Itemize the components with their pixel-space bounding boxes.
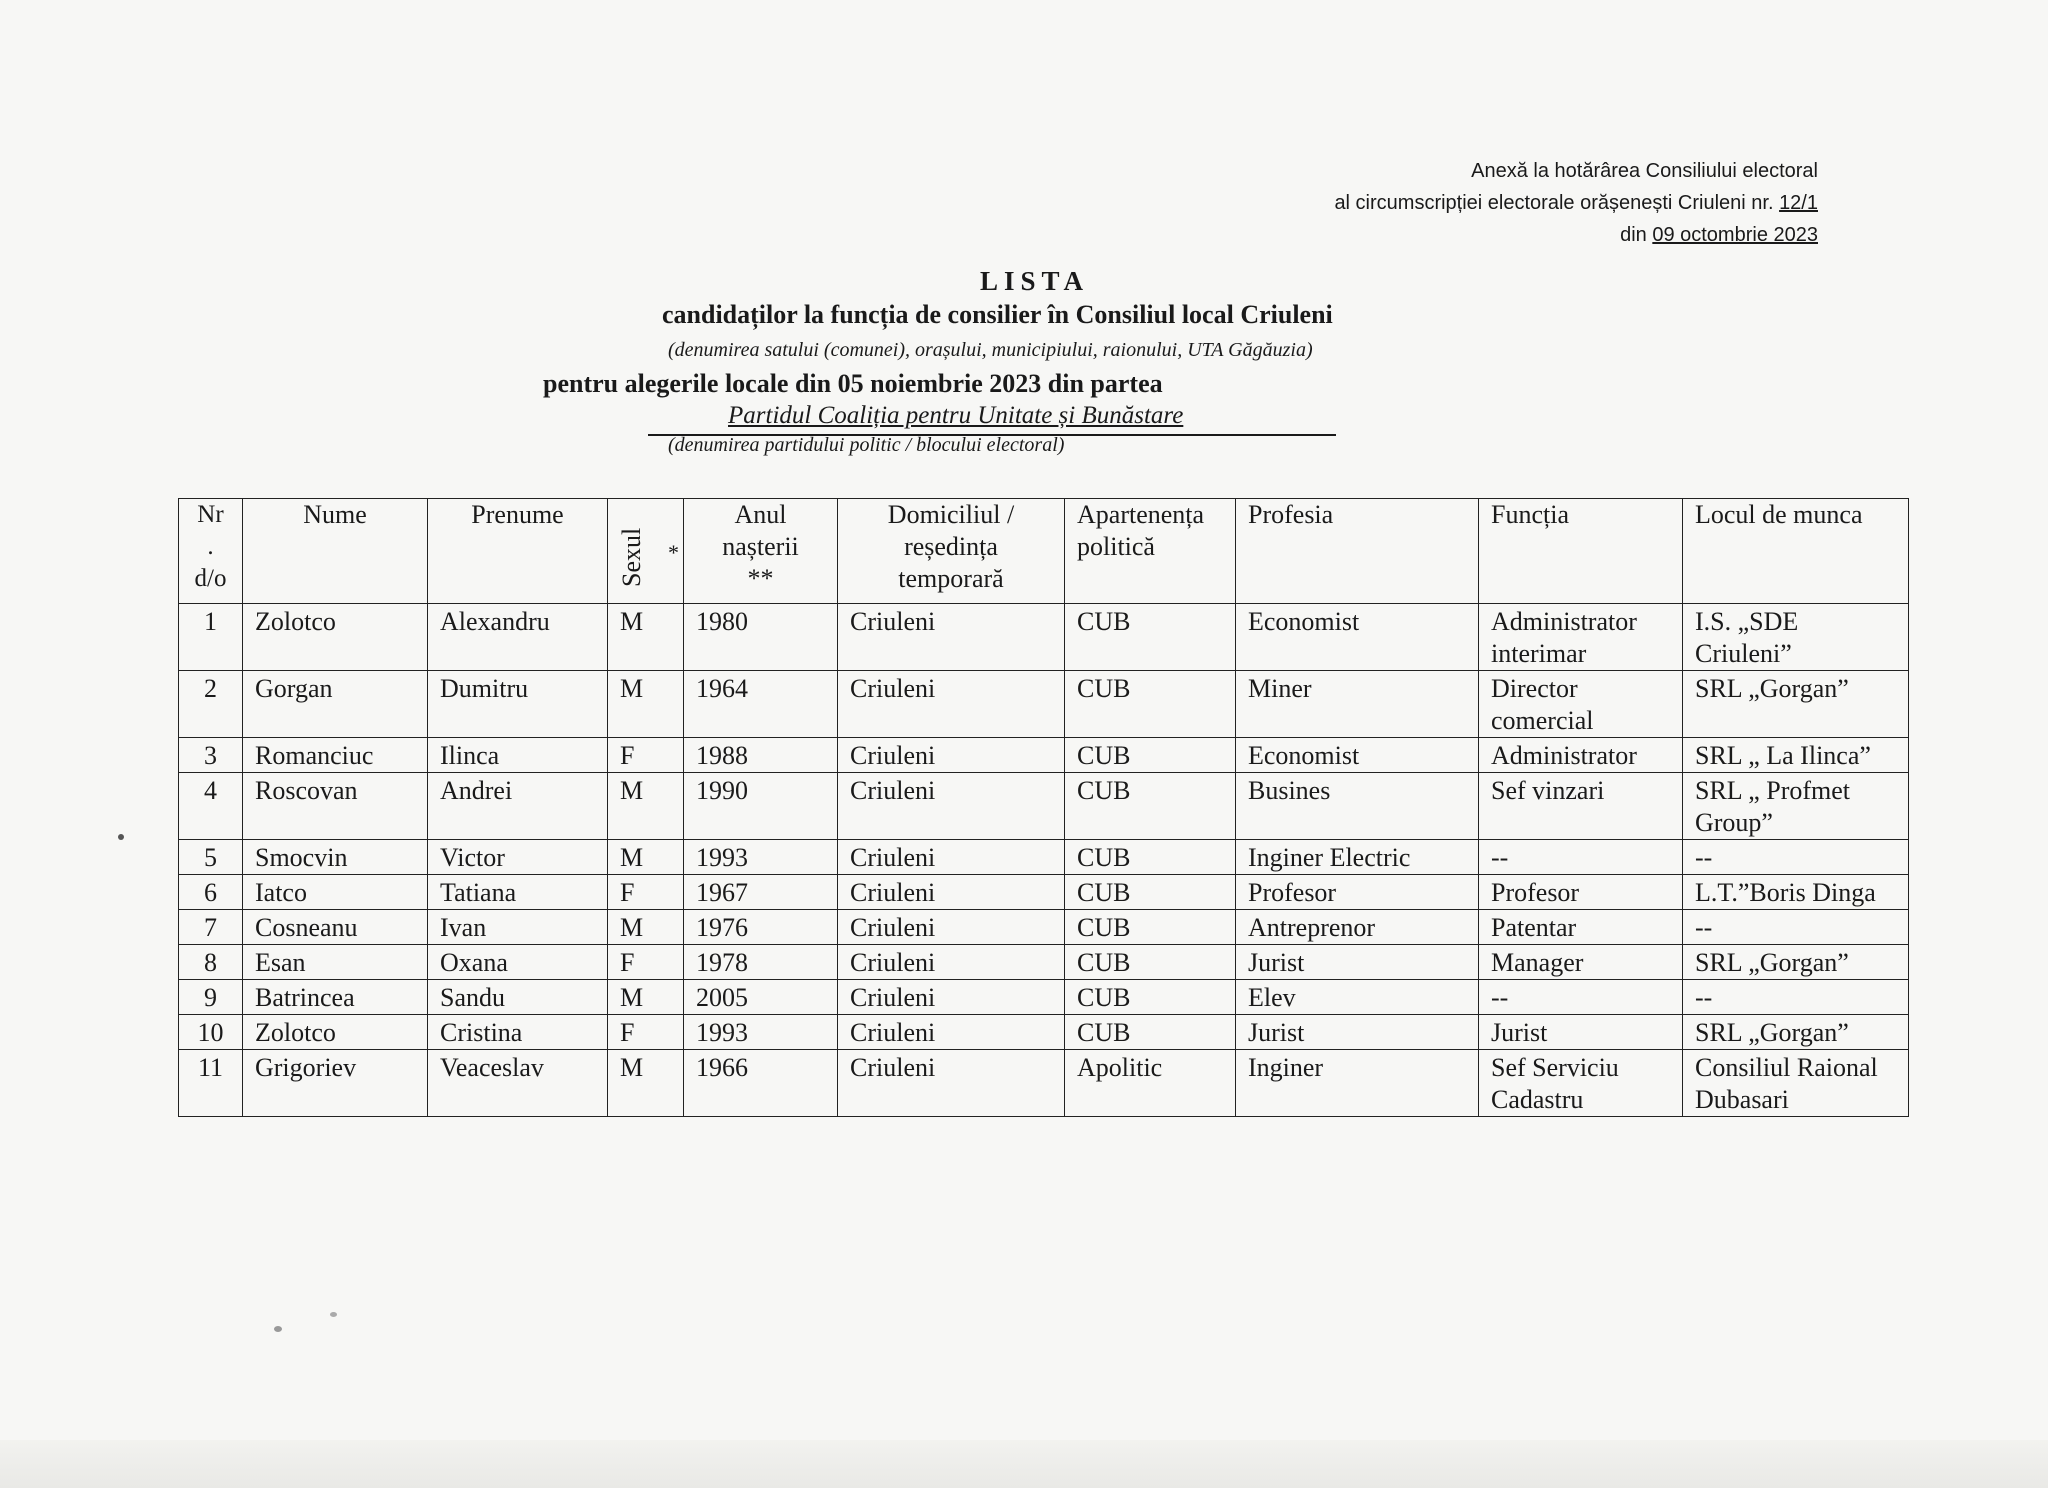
cell-nr: 3 xyxy=(179,738,243,773)
cell-an: 1964 xyxy=(684,671,838,738)
cell-nume: Gorgan xyxy=(243,671,428,738)
header-apartenenta-line-1: Apartenența xyxy=(1077,500,1205,529)
cell-prenume: Dumitru xyxy=(428,671,608,738)
cell-prenume: Andrei xyxy=(428,773,608,840)
cell-nume: Batrincea xyxy=(243,980,428,1015)
cell-profesia: Miner xyxy=(1236,671,1479,738)
cell-prenume: Veaceslav xyxy=(428,1050,608,1117)
table-header-row xyxy=(179,499,1909,604)
candidates-table xyxy=(178,498,1909,1117)
cell-apartenenta: Apolitic xyxy=(1065,1050,1236,1117)
table-row xyxy=(179,738,1909,773)
cell-domiciliu: Criuleni xyxy=(838,738,1065,773)
cell-prenume: Cristina xyxy=(428,1015,608,1050)
header-profesia: Profesia xyxy=(1236,499,1479,604)
cell-nume: Zolotco xyxy=(243,1015,428,1050)
cell-apartenenta: CUB xyxy=(1065,604,1236,671)
cell-functia: Administrator xyxy=(1479,738,1683,773)
cell-nr: 5 xyxy=(179,840,243,875)
cell-sex: M xyxy=(608,910,684,945)
cell-an: 1993 xyxy=(684,1015,838,1050)
cell-domiciliu: Criuleni xyxy=(838,980,1065,1015)
cell-locul: -- xyxy=(1683,840,1909,875)
cell-prenume: Tatiana xyxy=(428,875,608,910)
cell-locul: -- xyxy=(1683,980,1909,1015)
table-row xyxy=(179,875,1909,910)
cell-an: 1993 xyxy=(684,840,838,875)
header-functia: Funcția xyxy=(1479,499,1683,604)
scan-speck xyxy=(330,1312,337,1317)
header-domiciliu-line-3: temporară xyxy=(898,564,1004,593)
cell-apartenenta: CUB xyxy=(1065,671,1236,738)
cell-functia: Manager xyxy=(1479,945,1683,980)
cell-nr: 9 xyxy=(179,980,243,1015)
cell-sex: M xyxy=(608,671,684,738)
cell-an: 1967 xyxy=(684,875,838,910)
cell-apartenenta: CUB xyxy=(1065,738,1236,773)
header-sexul xyxy=(608,499,684,604)
cell-nume: Smocvin xyxy=(243,840,428,875)
header-anul-line-1: Anul xyxy=(734,500,787,529)
header-nr xyxy=(179,499,243,604)
cell-nume: Iatco xyxy=(243,875,428,910)
cell-sex: M xyxy=(608,1050,684,1117)
header-domiciliu xyxy=(838,499,1065,604)
cell-locul: SRL „ La Ilinca” xyxy=(1683,738,1909,773)
cell-prenume: Sandu xyxy=(428,980,608,1015)
cell-locul: SRL „Gorgan” xyxy=(1683,1015,1909,1050)
header-sexul-mark: * xyxy=(668,540,679,565)
header-anul xyxy=(684,499,838,604)
header-prenume: Prenume xyxy=(428,499,608,604)
decision-number: 12/1 xyxy=(1779,192,1818,214)
annex-line-1: Anexă la hotărârea Consiliului electoral xyxy=(1471,160,1818,182)
cell-nr: 6 xyxy=(179,875,243,910)
cell-nume: Grigoriev xyxy=(243,1050,428,1117)
cell-apartenenta: CUB xyxy=(1065,773,1236,840)
cell-profesia: Busines xyxy=(1236,773,1479,840)
table-row xyxy=(179,910,1909,945)
cell-apartenenta: CUB xyxy=(1065,875,1236,910)
elections-line: pentru alegerile locale din 05 noiembrie 2023 din partea xyxy=(543,369,1163,398)
cell-sex: M xyxy=(608,840,684,875)
cell-functia: -- xyxy=(1479,980,1683,1015)
cell-profesia: Jurist xyxy=(1236,945,1479,980)
header-nr-line-2: . xyxy=(207,533,214,560)
header-domiciliu-line-1: Domiciliul / xyxy=(887,500,1015,529)
header-anul-line-3: ** xyxy=(747,564,774,593)
header-anul-line-2: nașterii xyxy=(722,532,799,561)
cell-sex: F xyxy=(608,1015,684,1050)
header-apartenenta xyxy=(1065,499,1236,604)
cell-functia: Profesor xyxy=(1479,875,1683,910)
cell-an: 1966 xyxy=(684,1050,838,1117)
party-name: Partidul Coaliția pentru Unitate și Bunăstare xyxy=(728,402,1184,429)
cell-functia: -- xyxy=(1479,840,1683,875)
cell-domiciliu: Criuleni xyxy=(838,875,1065,910)
cell-locul: SRL „Gorgan” xyxy=(1683,671,1909,738)
cell-domiciliu: Criuleni xyxy=(838,1015,1065,1050)
annex-line-2 xyxy=(1334,187,1818,219)
cell-domiciliu: Criuleni xyxy=(838,840,1065,875)
document-subtitle: candidaților la funcția de consilier în Consiliul local Criuleni xyxy=(662,300,1333,329)
header-nr-line-1: Nr xyxy=(197,501,224,528)
header-nume: Nume xyxy=(243,499,428,604)
cell-profesia: Jurist xyxy=(1236,1015,1479,1050)
cell-locul: L.T.”Boris Dinga xyxy=(1683,875,1909,910)
cell-functia: Sef vinzari xyxy=(1479,773,1683,840)
page-edge xyxy=(0,1440,2048,1488)
cell-apartenenta: CUB xyxy=(1065,980,1236,1015)
table-row xyxy=(179,773,1909,840)
cell-an: 2005 xyxy=(684,980,838,1015)
cell-functia: Sef Serviciu Cadastru xyxy=(1479,1050,1683,1117)
cell-functia: Jurist xyxy=(1479,1015,1683,1050)
annex-line-3-prefix: din xyxy=(1620,224,1653,246)
cell-prenume: Victor xyxy=(428,840,608,875)
header-sexul-label: Sexul xyxy=(617,527,646,587)
cell-functia: Patentar xyxy=(1479,910,1683,945)
cell-an: 1978 xyxy=(684,945,838,980)
annex-line-2-prefix: al circumscripției electorale orășenești Criuleni nr. xyxy=(1334,192,1780,214)
cell-functia: Administrator interimar xyxy=(1479,604,1683,671)
cell-an: 1988 xyxy=(684,738,838,773)
cell-an: 1976 xyxy=(684,910,838,945)
table-row xyxy=(179,840,1909,875)
table-row xyxy=(179,980,1909,1015)
cell-nume: Esan xyxy=(243,945,428,980)
cell-sex: M xyxy=(608,980,684,1015)
cell-an: 1990 xyxy=(684,773,838,840)
scan-speck xyxy=(274,1326,282,1332)
cell-profesia: Antreprenor xyxy=(1236,910,1479,945)
cell-profesia: Economist xyxy=(1236,604,1479,671)
decision-date: 09 octombrie 2023 xyxy=(1652,224,1818,246)
cell-nume: Zolotco xyxy=(243,604,428,671)
header-apartenenta-line-2: politică xyxy=(1077,532,1155,561)
cell-nr: 2 xyxy=(179,671,243,738)
cell-domiciliu: Criuleni xyxy=(838,671,1065,738)
cell-functia: Director comercial xyxy=(1479,671,1683,738)
table-row xyxy=(179,945,1909,980)
cell-nr: 1 xyxy=(179,604,243,671)
party-hint: (denumirea partidului politic / blocului electoral) xyxy=(668,434,1065,456)
cell-sex: F xyxy=(608,945,684,980)
header-nr-line-3: d/o xyxy=(194,565,227,592)
table-row xyxy=(179,1015,1909,1050)
table-row xyxy=(179,604,1909,671)
cell-nume: Cosneanu xyxy=(243,910,428,945)
cell-domiciliu: Criuleni xyxy=(838,910,1065,945)
cell-sex: F xyxy=(608,738,684,773)
cell-prenume: Ilinca xyxy=(428,738,608,773)
cell-locul: SRL „ Profmet Group” xyxy=(1683,773,1909,840)
cell-nr: 11 xyxy=(179,1050,243,1117)
header-locul: Locul de munca xyxy=(1683,499,1909,604)
cell-locul: SRL „Gorgan” xyxy=(1683,945,1909,980)
cell-domiciliu: Criuleni xyxy=(838,604,1065,671)
cell-profesia: Economist xyxy=(1236,738,1479,773)
cell-nr: 7 xyxy=(179,910,243,945)
cell-profesia: Elev xyxy=(1236,980,1479,1015)
cell-nume: Roscovan xyxy=(243,773,428,840)
cell-locul: -- xyxy=(1683,910,1909,945)
cell-locul: Consiliul Raional Dubasari xyxy=(1683,1050,1909,1117)
cell-prenume: Alexandru xyxy=(428,604,608,671)
table-row xyxy=(179,671,1909,738)
cell-domiciliu: Criuleni xyxy=(838,1050,1065,1117)
annex-header xyxy=(1334,155,1818,251)
locality-hint: (denumirea satului (comunei), orașului, municipiului, raionului, UTA Găgăuzia) xyxy=(668,339,1313,361)
cell-locul: I.S. „SDE Criuleni” xyxy=(1683,604,1909,671)
cell-apartenenta: CUB xyxy=(1065,945,1236,980)
cell-nr: 10 xyxy=(179,1015,243,1050)
cell-sex: M xyxy=(608,604,684,671)
cell-profesia: Profesor xyxy=(1236,875,1479,910)
table-row xyxy=(179,1050,1909,1117)
cell-sex: F xyxy=(608,875,684,910)
cell-nume: Romanciuc xyxy=(243,738,428,773)
annex-line-3 xyxy=(1334,219,1818,251)
cell-nr: 4 xyxy=(179,773,243,840)
cell-prenume: Oxana xyxy=(428,945,608,980)
cell-profesia: Inginer Electric xyxy=(1236,840,1479,875)
cell-prenume: Ivan xyxy=(428,910,608,945)
cell-domiciliu: Criuleni xyxy=(838,945,1065,980)
cell-profesia: Inginer xyxy=(1236,1050,1479,1117)
cell-apartenenta: CUB xyxy=(1065,1015,1236,1050)
cell-apartenenta: CUB xyxy=(1065,840,1236,875)
cell-domiciliu: Criuleni xyxy=(838,773,1065,840)
document-title: LISTA xyxy=(980,266,1090,296)
cell-apartenenta: CUB xyxy=(1065,910,1236,945)
cell-sex: M xyxy=(608,773,684,840)
cell-nr: 8 xyxy=(179,945,243,980)
cell-an: 1980 xyxy=(684,604,838,671)
scan-speck xyxy=(118,834,124,840)
header-domiciliu-line-2: reședința xyxy=(904,532,998,561)
